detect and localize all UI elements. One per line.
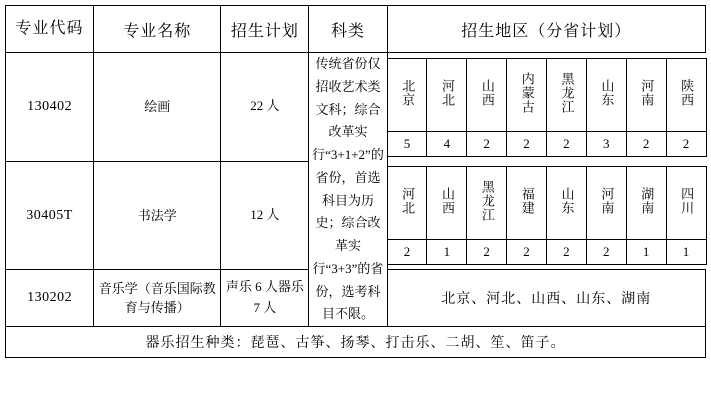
major-plan-3: 声乐 6 人器乐 7 人: [221, 270, 309, 327]
region-item: 山西: [427, 166, 467, 239]
region-item: 河北: [427, 58, 467, 131]
region-quota: 5: [387, 131, 427, 156]
region-item: 内蒙古: [507, 58, 547, 131]
region-quota: 2: [507, 131, 547, 156]
major-plan-2: 12 人: [221, 161, 309, 270]
region-quota: 2: [387, 239, 427, 264]
region-item: 黑龙江: [467, 166, 507, 239]
region-item: 山西: [467, 58, 507, 131]
header-major-code: 专业代码: [6, 6, 94, 53]
region-item: 北京: [387, 58, 427, 131]
major-code-1: 130402: [6, 53, 94, 162]
region-quota: 2: [546, 239, 586, 264]
regions-name-row-2: [387, 166, 706, 239]
region-item: 福建: [507, 166, 547, 239]
regions-quota-row-2: [387, 239, 706, 264]
region-quota: 1: [626, 239, 666, 264]
instrument-note: 器乐招生种类：琵琶、古筝、扬琴、打击乐、二胡、笙、笛子。: [6, 327, 706, 358]
region-quota: 2: [546, 131, 586, 156]
region-quota: 4: [427, 131, 467, 156]
region-quota: 3: [586, 131, 626, 156]
region-quota: 1: [427, 239, 467, 264]
regions-table-2: [387, 166, 707, 265]
header-enrollment-plan: 招生计划: [221, 6, 309, 53]
region-item: 陕西: [666, 58, 706, 131]
region-item: 湖南: [626, 166, 666, 239]
table-row: [6, 53, 706, 162]
major-code-2: 30405T: [6, 161, 94, 270]
region-item: 黑龙江: [546, 58, 586, 131]
region-quota: 2: [467, 239, 507, 264]
major-plan-1: 22 人: [221, 53, 309, 162]
regions-quota-row-1: [387, 131, 706, 156]
header-regions: 招生地区（分省计划）: [387, 6, 705, 53]
region-quota: 1: [666, 239, 706, 264]
category-note: 传统省份仅招收艺术类文科；综合改革实行“3+1+2”的省份，首选科目为历史；综合改革实行“3+3”的省份，选考科目不限。: [309, 53, 387, 327]
region-item: 山东: [546, 166, 586, 239]
header-major-name: 专业名称: [94, 6, 221, 53]
region-item: 河南: [626, 58, 666, 131]
enrollment-plan-table: [5, 5, 706, 358]
regions-table-1: [387, 58, 707, 157]
region-quota: 2: [666, 131, 706, 156]
region-item: 四川: [666, 166, 706, 239]
header-category: 科类: [309, 6, 387, 53]
major-name-2: 书法学: [94, 161, 221, 270]
major-code-3: 130202: [6, 270, 94, 327]
regions-cell-3: 北京、河北、山西、山东、湖南: [387, 270, 705, 327]
regions-cell-2: [387, 161, 705, 270]
region-quota: 2: [626, 131, 666, 156]
region-item: 河南: [586, 166, 626, 239]
region-quota: 2: [586, 239, 626, 264]
table-header-row: [6, 6, 706, 53]
regions-cell-1: [387, 53, 705, 162]
major-name-3: 音乐学（音乐国际教育与传播）: [94, 270, 221, 327]
region-quota: 2: [467, 131, 507, 156]
major-name-1: 绘画: [94, 53, 221, 162]
region-item: 河北: [387, 166, 427, 239]
region-item: 山东: [586, 58, 626, 131]
region-quota: 2: [507, 239, 547, 264]
regions-name-row-1: [387, 58, 706, 131]
table-footer-row: [6, 327, 706, 358]
